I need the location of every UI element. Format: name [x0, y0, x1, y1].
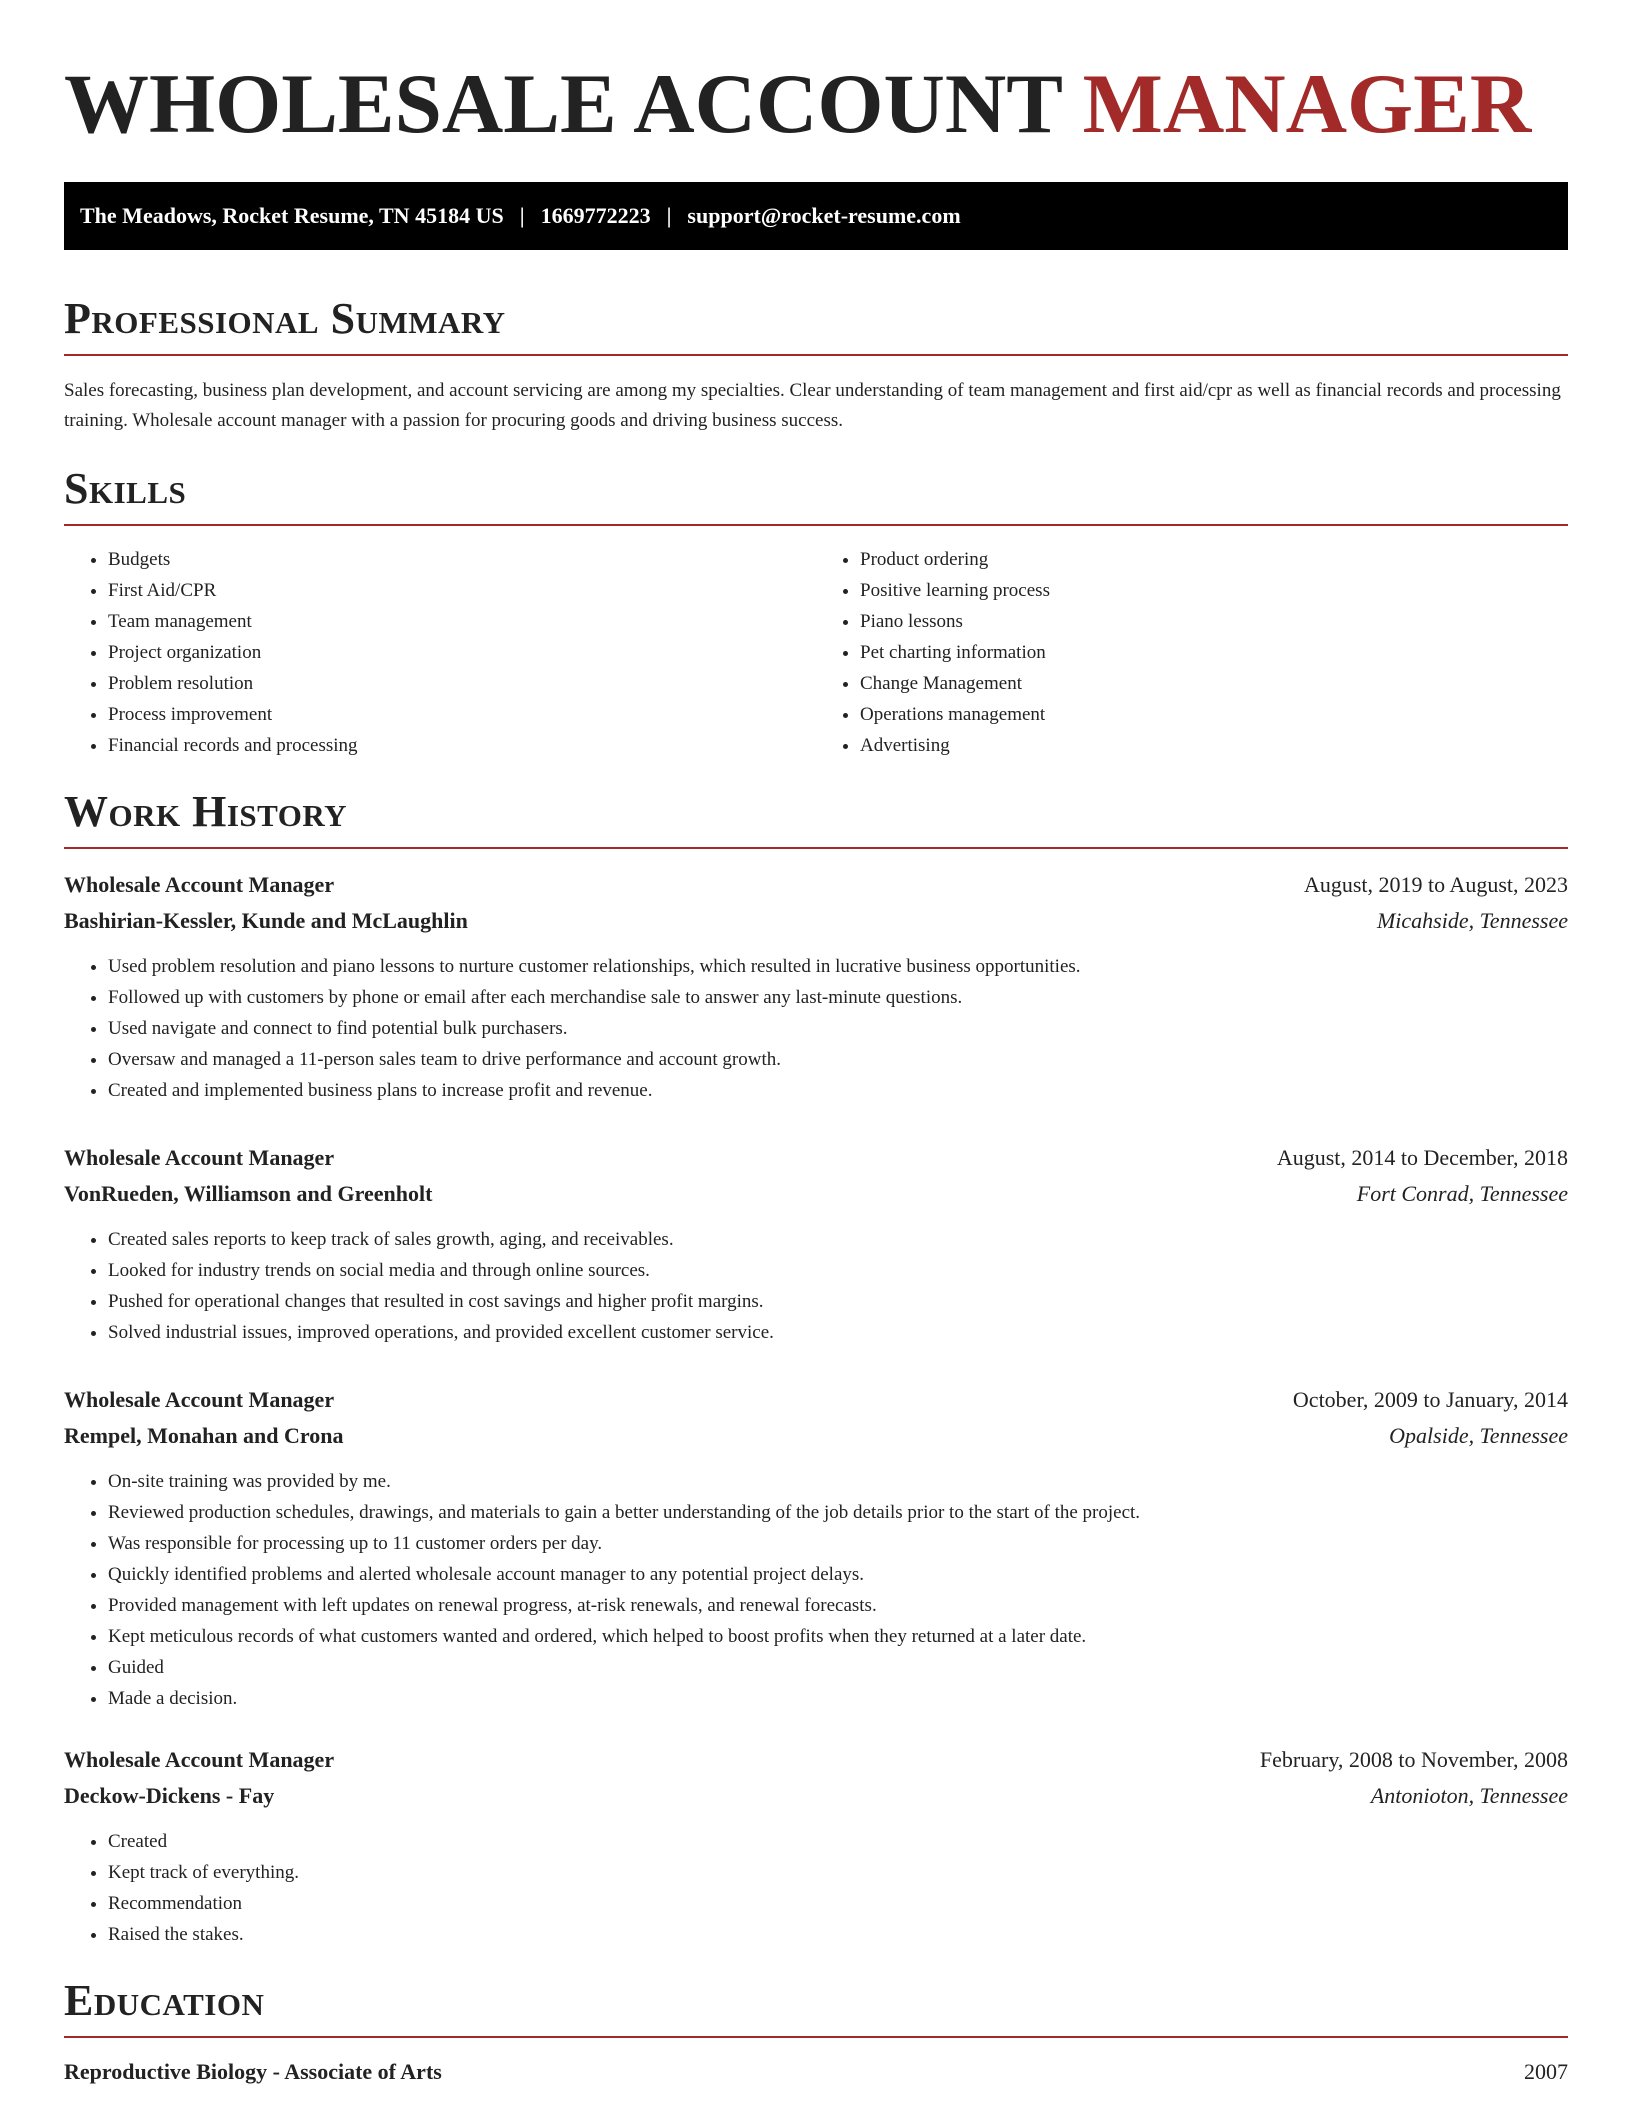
job-dates: October, 2009 to January, 2014	[1292, 1387, 1568, 1412]
skill-item: • First Aid/CPR	[108, 575, 816, 606]
skill-item: • Advertising	[860, 730, 1568, 761]
summary-text: Sales forecasting, business plan development, and account servicing are among my specialties. Clear understanding of team management and first aid/cpr as well as financial records and processing training. Wholesale account manager with a passion for procuring goods and driving business success.	[64, 380, 1561, 431]
skill-item: • Pet charting information	[860, 637, 1568, 668]
job-bullets	[64, 951, 1568, 1106]
job-dates: August, 2019 to August, 2023	[1303, 872, 1568, 897]
job-entry	[64, 1382, 1568, 1714]
skill-item: • Change Management	[860, 668, 1568, 699]
job-title: Wholesale Account Manager	[64, 1747, 335, 1772]
skills-left-list	[64, 544, 816, 761]
job-bullet: • Created	[108, 1826, 1568, 1857]
job-location: Micahside, Tennessee	[1376, 908, 1568, 933]
job-bullet: • Used problem resolution and piano lessons to nurture customer relationships, which resulted in lucrative business opportunities.	[108, 951, 1568, 982]
education-year: 2007	[1524, 2059, 1568, 2084]
job-header-row	[64, 1742, 1568, 1778]
job-bullet: • Created and implemented business plans to increase profit and revenue.	[108, 1075, 1568, 1106]
job-dates: February, 2008 to November, 2008	[1259, 1747, 1568, 1772]
job-bullet: • Guided	[108, 1652, 1568, 1683]
work-history-section	[64, 787, 1568, 1950]
job-bullet: • Raised the stakes.	[108, 1919, 1568, 1950]
job-bullet: • Kept track of everything.	[108, 1857, 1568, 1888]
job-bullets	[64, 1224, 1568, 1348]
contact-email: support@rocket-resume.com	[687, 203, 961, 228]
contact-separator: |	[666, 203, 672, 228]
job-bullet: • Used navigate and connect to find potential bulk purchasers.	[108, 1013, 1568, 1044]
job-dates: August, 2014 to December, 2018	[1276, 1145, 1568, 1170]
job-bullet: • Recommendation	[108, 1888, 1568, 1919]
job-company: Deckow-Dickens - Fay	[64, 1783, 275, 1808]
skills-heading: Skills	[64, 464, 187, 513]
section-divider	[64, 354, 1568, 356]
education-section	[64, 1976, 1568, 2090]
job-bullet: • Provided management with left updates on renewal progress, at-risk renewals, and renewal forecasts.	[108, 1590, 1568, 1621]
job-header-row	[64, 1382, 1568, 1418]
section-divider	[64, 524, 1568, 526]
job-title: Wholesale Account Manager	[64, 1145, 335, 1170]
skill-item: • Process improvement	[108, 699, 816, 730]
contact-address: The Meadows, Rocket Resume, TN 45184 US	[80, 203, 504, 228]
job-bullet: • Solved industrial issues, improved operations, and provided excellent customer service.	[108, 1317, 1568, 1348]
job-entry	[64, 1140, 1568, 1348]
job-bullet: • Quickly identified problems and alerted wholesale account manager to any potential project delays.	[108, 1559, 1568, 1590]
job-company: Bashirian-Kessler, Kunde and McLaughlin	[64, 908, 468, 933]
skill-item: • Problem resolution	[108, 668, 816, 699]
job-entry	[64, 867, 1568, 1106]
job-bullet: • Oversaw and managed a 11-person sales team to drive performance and account growth.	[108, 1044, 1568, 1075]
skill-item: • Product ordering	[860, 544, 1568, 575]
job-header-row	[64, 867, 1568, 903]
job-bullet: • Pushed for operational changes that resulted in cost savings and higher profit margins.	[108, 1286, 1568, 1317]
skill-item: • Operations management	[860, 699, 1568, 730]
skill-item: • Project organization	[108, 637, 816, 668]
job-company-row	[64, 1778, 1568, 1814]
job-bullets	[64, 1826, 1568, 1950]
job-title: Wholesale Account Manager	[64, 872, 335, 897]
job-bullet: • Followed up with customers by phone or email after each merchandise sale to answer any last-minute questions.	[108, 982, 1568, 1013]
job-bullet: • Kept meticulous records of what customers wanted and ordered, which helped to boost profits when they returned at a later date.	[108, 1621, 1568, 1652]
section-divider	[64, 847, 1568, 849]
job-entry	[64, 1742, 1568, 1950]
job-company: Rempel, Monahan and Crona	[64, 1423, 344, 1448]
job-company-row	[64, 1176, 1568, 1212]
skills-right-list	[816, 544, 1568, 761]
job-location: Antonioton, Tennessee	[1370, 1783, 1568, 1808]
skill-item: • Financial records and processing	[108, 730, 816, 761]
job-bullets	[64, 1466, 1568, 1714]
job-company-row	[64, 1418, 1568, 1454]
education-degree: Reproductive Biology - Associate of Arts	[64, 2059, 442, 2084]
skill-item: • Budgets	[108, 544, 816, 575]
contact-separator: |	[519, 203, 525, 228]
contact-phone: 1669772223	[540, 203, 651, 228]
education-heading: Education	[64, 1976, 265, 2025]
resume-title	[64, 56, 1568, 152]
skills-grid	[64, 544, 1568, 761]
section-divider	[64, 2036, 1568, 2038]
skills-section	[64, 464, 1568, 761]
job-location: Fort Conrad, Tennessee	[1356, 1181, 1568, 1206]
job-location: Opalside, Tennessee	[1389, 1423, 1568, 1448]
job-bullet: • On-site training was provided by me.	[108, 1466, 1568, 1497]
job-bullet: • Reviewed production schedules, drawings, and materials to gain a better understanding of the job details prior to the start of the project.	[108, 1497, 1568, 1528]
title-part-1: WHOLESALE ACCOUNT	[64, 57, 1062, 151]
summary-section	[64, 294, 1568, 436]
skill-item: • Positive learning process	[860, 575, 1568, 606]
title-part-2: MANAGER	[1082, 57, 1532, 151]
work-history-heading: Work History	[64, 787, 348, 836]
skill-item: • Piano lessons	[860, 606, 1568, 637]
job-bullet: • Was responsible for processing up to 11 customer orders per day.	[108, 1528, 1568, 1559]
job-bullet: • Created sales reports to keep track of sales growth, aging, and receivables.	[108, 1224, 1568, 1255]
job-company-row	[64, 903, 1568, 939]
job-company: VonRueden, Williamson and Greenholt	[64, 1181, 433, 1206]
job-bullet: • Made a decision.	[108, 1683, 1568, 1714]
contact-bar	[64, 182, 1568, 250]
job-header-row	[64, 1140, 1568, 1176]
job-bullet: • Looked for industry trends on social media and through online sources.	[108, 1255, 1568, 1286]
education-entry	[64, 2054, 1568, 2090]
summary-heading: Professional Summary	[64, 294, 506, 343]
skill-item: • Team management	[108, 606, 816, 637]
job-title: Wholesale Account Manager	[64, 1387, 335, 1412]
